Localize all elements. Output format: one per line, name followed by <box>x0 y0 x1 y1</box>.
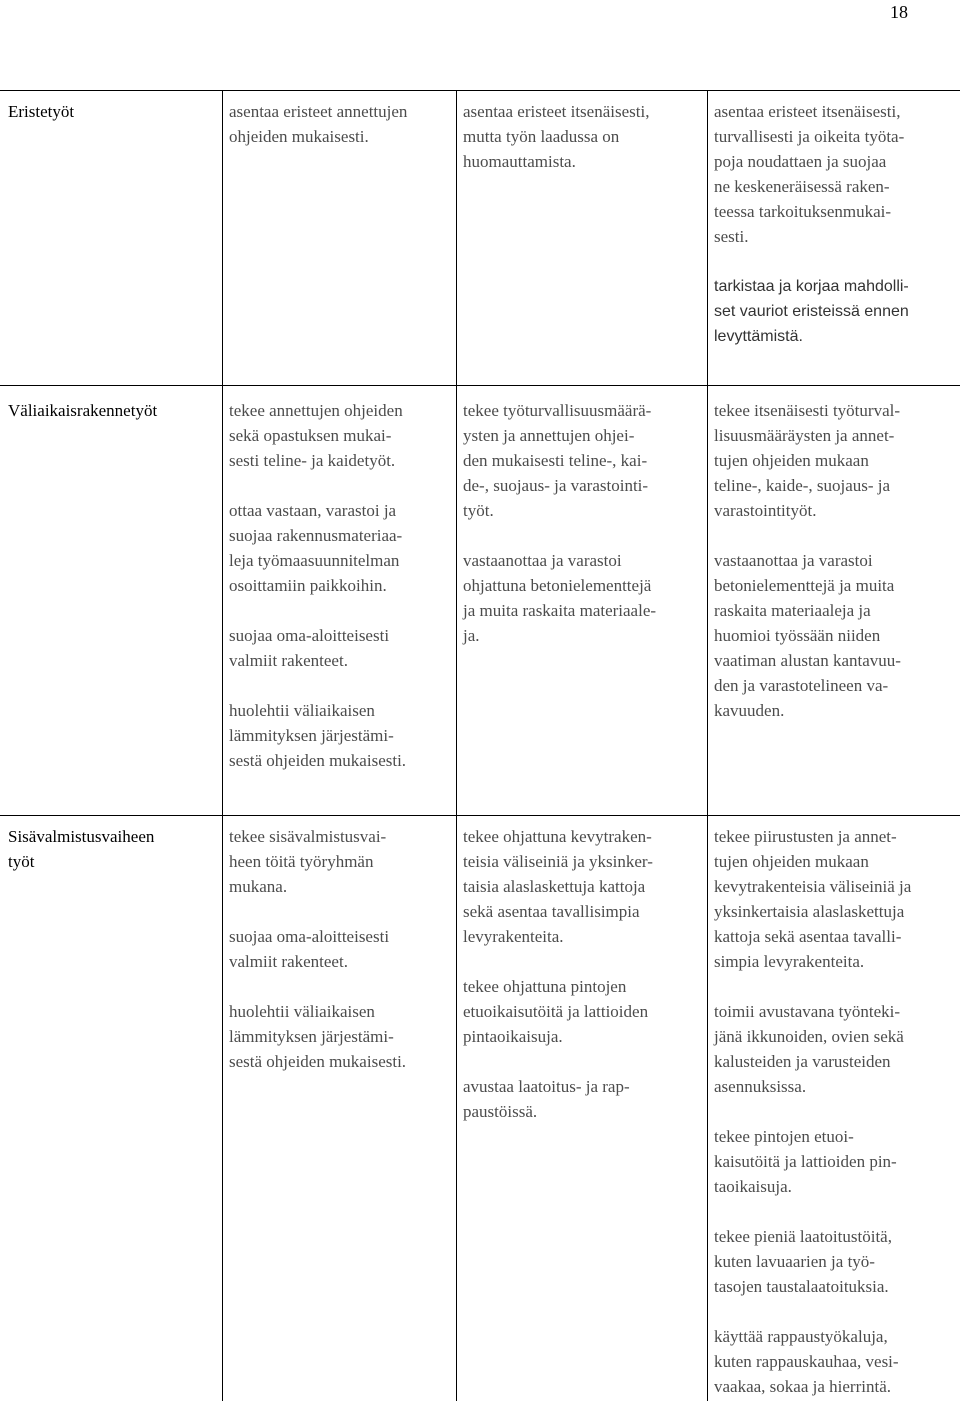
criteria-line: valmiit rakenteet. <box>229 651 348 670</box>
criteria-line: asentaa eristeet itsenäisesti, <box>463 102 650 121</box>
criteria-line: simpia levyrakenteita. <box>714 952 865 971</box>
criteria-line: vaakaa, sokaa ja hierrintä. <box>714 1377 891 1396</box>
criteria-cell-level-3 <box>714 398 960 723</box>
criteria-line: tekee piirustusten ja annet- <box>714 827 897 846</box>
criteria-paragraph <box>229 99 455 149</box>
criteria-paragraph <box>229 623 455 673</box>
criteria-line: taoikaisuja. <box>714 1177 792 1196</box>
criteria-line: vaatiman alustan kantavuu- <box>714 651 901 670</box>
row-divider <box>0 385 960 386</box>
criteria-line: ja muita raskaita materiaale- <box>463 601 657 620</box>
criteria-line: tasojen taustalaatoituksia. <box>714 1277 889 1296</box>
criteria-line: tujen ohjeiden mukaan <box>714 852 869 871</box>
criteria-line: suojaa rakennusmateriaa- <box>229 526 403 545</box>
criteria-line: kuten rappauskauhaa, vesi- <box>714 1352 899 1371</box>
criteria-line: tekee ohjattuna pintojen <box>463 977 627 996</box>
criteria-line: sesti teline- ja kaidetyöt. <box>229 451 396 470</box>
criteria-line: levyrakenteita. <box>463 927 564 946</box>
row-label <box>8 824 220 874</box>
criteria-line: tujen ohjeiden mukaan <box>714 451 869 470</box>
criteria-line: kavuuden. <box>714 701 785 720</box>
criteria-paragraph <box>229 698 455 773</box>
criteria-paragraph <box>229 924 455 974</box>
criteria-line: paustöissä. <box>463 1102 538 1121</box>
criteria-line: ne keskeneräisessä raken- <box>714 177 890 196</box>
criteria-line: osoittamiin paikkoihin. <box>229 576 387 595</box>
criteria-paragraph <box>463 548 707 648</box>
criteria-paragraph <box>463 1074 707 1124</box>
criteria-line: kaisutöitä ja lattioiden pin- <box>714 1152 897 1171</box>
criteria-line: varastointityöt. <box>714 501 817 520</box>
criteria-cell-level-3 <box>714 824 960 1399</box>
criteria-line: suojaa oma-aloitteisesti <box>229 927 390 946</box>
criteria-line: toimii avustavana työnteki- <box>714 1002 901 1021</box>
criteria-paragraph <box>463 398 707 523</box>
criteria-line: set vauriot eristeissä ennen <box>714 303 909 320</box>
criteria-paragraph <box>714 548 960 723</box>
criteria-line: sekä opastuksen mukai- <box>229 426 392 445</box>
criteria-line: mutta työn laadussa on <box>463 127 620 146</box>
criteria-line: kuten lavuaarien ja työ- <box>714 1252 875 1271</box>
criteria-line: kalusteiden ja varusteiden <box>714 1052 891 1071</box>
criteria-line: raskaita materiaaleja ja <box>714 601 871 620</box>
criteria-line: sekä asentaa tavallisimpia <box>463 902 640 921</box>
row-label <box>8 99 220 124</box>
criteria-paragraph <box>229 824 455 899</box>
criteria-line: den mukaisesti teline-, kai- <box>463 451 648 470</box>
criteria-line: vastaanottaa ja varastoi <box>714 551 873 570</box>
row-label-line: Väliaikaisrakennetyöt <box>8 401 158 420</box>
criteria-line: tekee työturvallisuusmäärä- <box>463 401 652 420</box>
criteria-paragraph <box>463 824 707 949</box>
criteria-paragraph <box>714 1324 960 1399</box>
criteria-paragraph <box>714 1224 960 1299</box>
criteria-line: avustaa laatoitus- ja rap- <box>463 1077 630 1096</box>
column-divider <box>456 90 457 1401</box>
criteria-line: mukana. <box>229 877 288 896</box>
criteria-paragraph <box>714 398 960 523</box>
criteria-paragraph <box>714 999 960 1099</box>
criteria-cell-level-3 <box>714 99 960 349</box>
criteria-paragraph <box>463 974 707 1049</box>
row-divider <box>0 815 960 816</box>
criteria-paragraph <box>714 99 960 249</box>
criteria-paragraph <box>714 824 960 974</box>
criteria-line: huomioi työssään niiden <box>714 626 881 645</box>
criteria-line: tarkistaa ja korjaa mahdolli- <box>714 278 909 295</box>
criteria-line: taisia alaslaskettuja kattoja <box>463 877 646 896</box>
criteria-line: kevytrakenteisia väliseiniä ja <box>714 877 912 896</box>
criteria-paragraph <box>463 99 707 174</box>
criteria-line: vastaanottaa ja varastoi <box>463 551 622 570</box>
row-label-line: Sisävalmistusvaiheen <box>8 827 155 846</box>
criteria-paragraph <box>714 1124 960 1199</box>
criteria-line: lämmityksen järjestämi- <box>229 1027 394 1046</box>
criteria-line: etuoikaisutöitä ja lattioiden <box>463 1002 649 1021</box>
criteria-line: asentaa eristeet itsenäisesti, <box>714 102 901 121</box>
criteria-line: den ja varastotelineen va- <box>714 676 889 695</box>
column-divider <box>707 90 708 1401</box>
criteria-line: ysten ja annettujen ohjei- <box>463 426 635 445</box>
row-label <box>8 398 220 423</box>
criteria-line: ohjattuna betonielementtejä <box>463 576 652 595</box>
criteria-line: tekee pieniä laatoitustöitä, <box>714 1227 892 1246</box>
criteria-line: sestä ohjeiden mukaisesti. <box>229 1052 407 1071</box>
criteria-line: teessa tarkoituksenmukai- <box>714 202 892 221</box>
criteria-line: poja noudattaen ja suojaa <box>714 152 887 171</box>
row-label-line: Eristetyöt <box>8 102 75 121</box>
criteria-line: tekee pintojen etuoi- <box>714 1127 854 1146</box>
criteria-line: leja työmaasuunnitelman <box>229 551 400 570</box>
criteria-line: huolehtii väliaikaisen <box>229 1002 375 1021</box>
criteria-line: valmiit rakenteet. <box>229 952 348 971</box>
criteria-line: teisia väliseiniä ja yksinker- <box>463 852 653 871</box>
criteria-line: asentaa eristeet annettujen <box>229 102 408 121</box>
criteria-line: ottaa vastaan, varastoi ja <box>229 501 397 520</box>
table-top-rule <box>0 90 960 91</box>
criteria-line: lisuusmääräysten ja annet- <box>714 426 895 445</box>
criteria-line: suojaa oma-aloitteisesti <box>229 626 390 645</box>
criteria-line: tekee sisävalmistusvai- <box>229 827 387 846</box>
criteria-line: ja. <box>463 626 480 645</box>
criteria-line: tekee itsenäisesti työturval- <box>714 401 900 420</box>
criteria-line: tekee annettujen ohjeiden <box>229 401 403 420</box>
criteria-line: pintaoikaisuja. <box>463 1027 563 1046</box>
criteria-line: lämmityksen järjestämi- <box>229 726 394 745</box>
criteria-line: sesti. <box>714 227 749 246</box>
criteria-cell-level-2 <box>463 824 707 1124</box>
criteria-line: asennuksissa. <box>714 1077 807 1096</box>
criteria-paragraph <box>229 398 455 473</box>
criteria-line: tekee ohjattuna kevytraken- <box>463 827 652 846</box>
criteria-cell-level-1 <box>229 99 455 149</box>
page-number: 18 <box>890 2 908 22</box>
criteria-line: levyttämistä. <box>714 328 803 345</box>
criteria-cell-level-2 <box>463 99 707 174</box>
criteria-line: huomauttamista. <box>463 152 576 171</box>
criteria-cell-level-1 <box>229 398 455 773</box>
criteria-cell-level-1 <box>229 824 455 1074</box>
column-divider <box>222 90 223 1401</box>
criteria-line: betonielementtejä ja muita <box>714 576 895 595</box>
criteria-paragraph <box>229 498 455 598</box>
criteria-line: yksinkertaisia alaslaskettuja <box>714 902 905 921</box>
criteria-line: de-, suojaus- ja varastointi- <box>463 476 649 495</box>
criteria-line: jänä ikkunoiden, ovien sekä <box>714 1027 904 1046</box>
criteria-line: ohjeiden mukaisesti. <box>229 127 369 146</box>
criteria-line: turvallisesti ja oikeita työta- <box>714 127 905 146</box>
criteria-line: työt. <box>463 501 494 520</box>
criteria-paragraph <box>714 274 960 349</box>
criteria-line: käyttää rappaustyökaluja, <box>714 1327 888 1346</box>
criteria-line: kattoja sekä asentaa tavalli- <box>714 927 902 946</box>
criteria-paragraph <box>229 999 455 1074</box>
criteria-cell-level-2 <box>463 398 707 648</box>
row-label-line: työt <box>8 852 35 871</box>
criteria-line: huolehtii väliaikaisen <box>229 701 375 720</box>
criteria-line: heen töitä työryhmän <box>229 852 374 871</box>
criteria-line: teline-, kaide-, suojaus- ja <box>714 476 891 495</box>
criteria-line: sestä ohjeiden mukaisesti. <box>229 751 407 770</box>
